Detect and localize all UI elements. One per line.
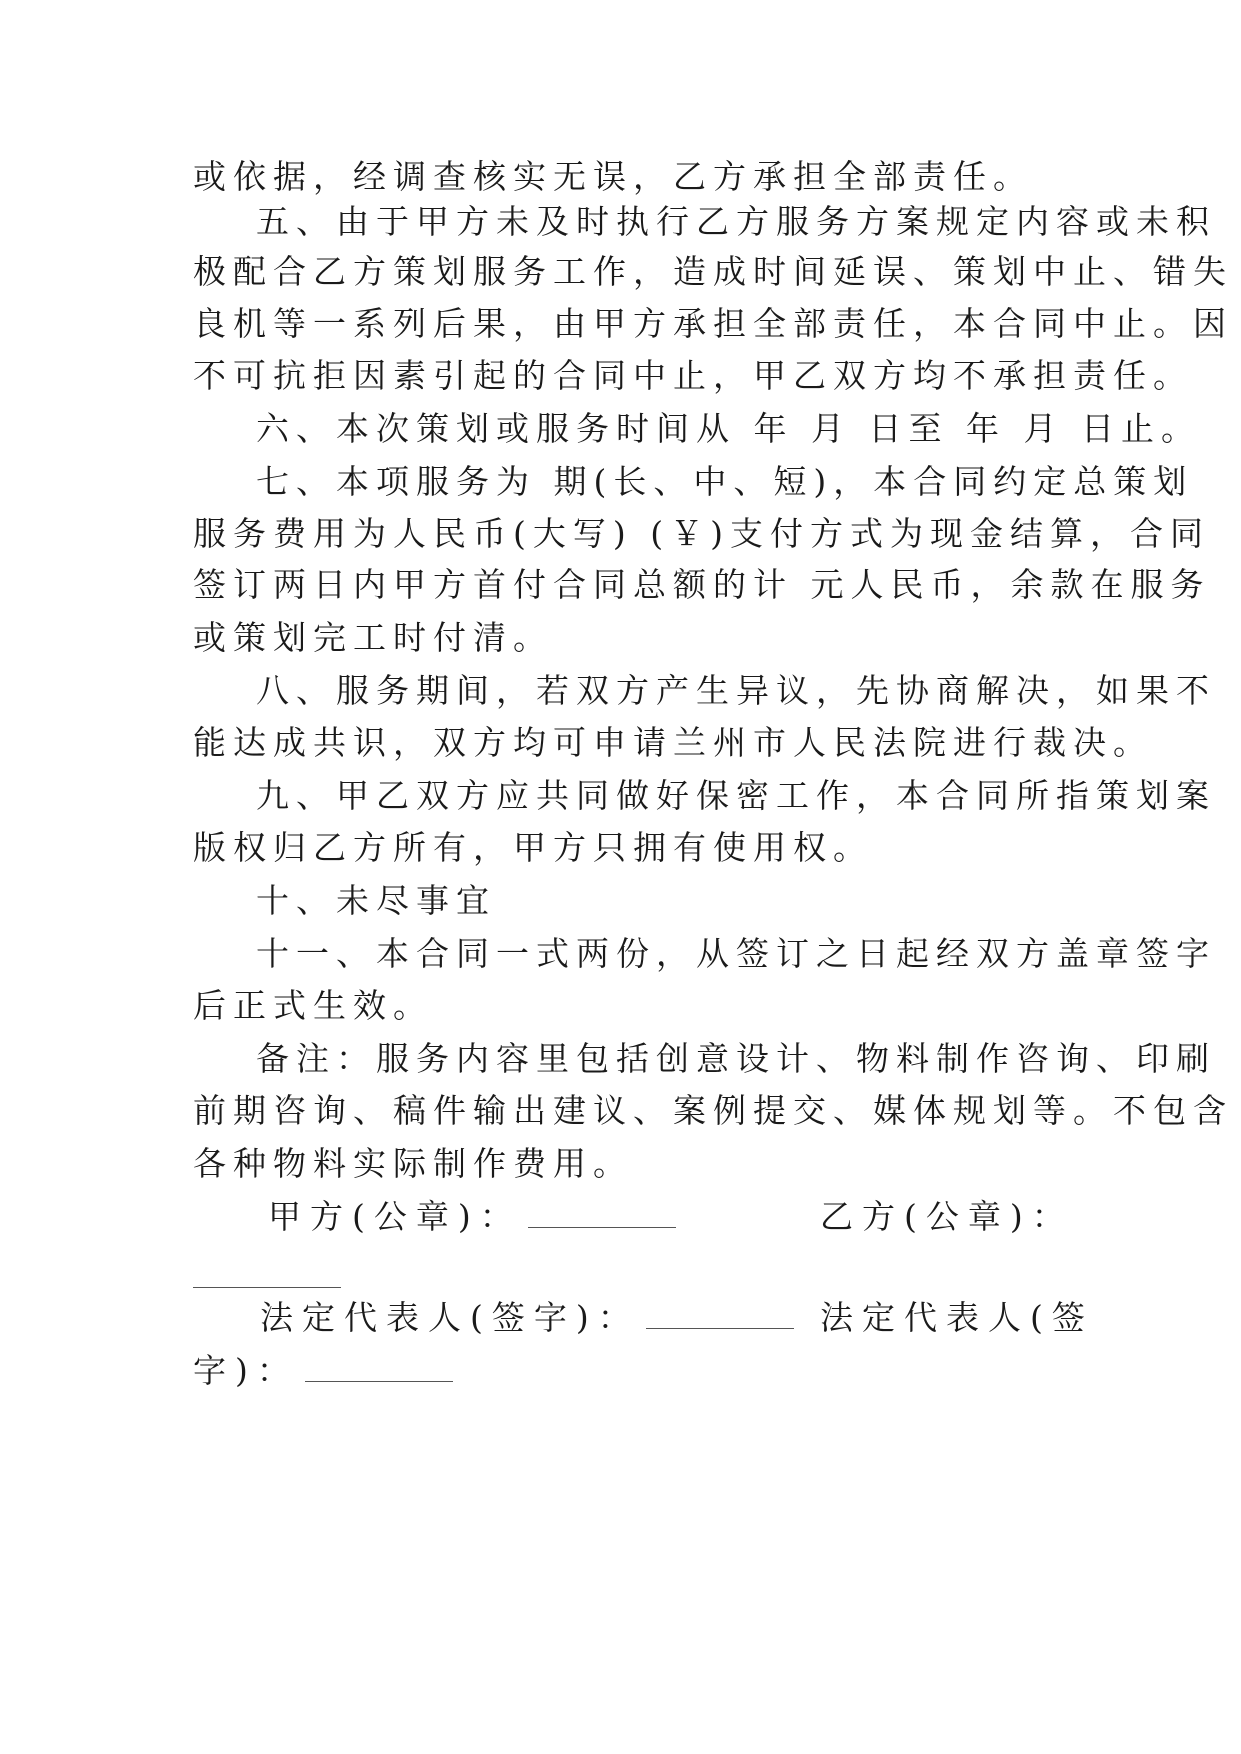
clause-9-line: 九、甲乙双方应共同做好保密工作，本合同所指策划案 <box>256 776 1216 815</box>
clause-7-line: 七、本项服务为 期(长、中、短)，本合同约定总策划 <box>256 462 1194 501</box>
clause-10-line: 十、未尽事宜 <box>256 881 496 920</box>
party-a-seal-label: 甲方(公章)： <box>268 1197 522 1236</box>
party-b-seal-label: 乙方(公章)： <box>820 1197 1074 1236</box>
paragraph-line: 版权归乙方所有，甲方只拥有使用权。 <box>193 828 873 867</box>
clause-6-line: 六、本次策划或服务时间从 年 月 日至 年 月 日止。 <box>256 409 1201 448</box>
party-a-rep-row <box>260 1296 794 1340</box>
paragraph-line: 极配合乙方策划服务工作，造成时间延误、策划中止、错失 <box>193 252 1233 291</box>
remarks-line: 备注：服务内容里包括创意设计、物料制作咨询、印刷 <box>256 1039 1216 1078</box>
paragraph-line: 签订两日内甲方首付合同总额的计 元人民币，余款在服务 <box>193 565 1211 604</box>
paragraph-line: 或依据，经调查核实无误，乙方承担全部责任。 <box>193 157 1033 196</box>
clause-8-line: 八、服务期间，若双方产生异议，先协商解决，如果不 <box>256 671 1216 710</box>
party-b-rep-label: 法定代表人(签 <box>820 1298 1094 1337</box>
paragraph-line: 良机等一系列后果，由甲方承担全部责任，本合同中止。因 <box>193 304 1233 343</box>
paragraph-line: 或策划完工时付清。 <box>193 618 553 657</box>
party-a-rep-blank <box>646 1304 794 1329</box>
clause-11-line: 十一、本合同一式两份，从签订之日起经双方盖章签字 <box>256 934 1216 973</box>
paragraph-line: 各种物料实际制作费用。 <box>193 1144 633 1183</box>
paragraph-line: 不可抗拒因素引起的合同中止，甲乙双方均不承担责任。 <box>193 356 1193 395</box>
party-b-seal-row <box>193 1255 341 1299</box>
party-a-seal-row <box>268 1195 676 1239</box>
party-b-rep-blank <box>305 1357 453 1382</box>
party-b-rep-label-cont: 字)： <box>193 1351 299 1390</box>
paragraph-line: 后正式生效。 <box>193 986 433 1025</box>
paragraph-line: 能达成共识，双方均可申请兰州市人民法院进行裁决。 <box>193 723 1153 762</box>
party-a-rep-label: 法定代表人(签字)： <box>260 1298 640 1337</box>
party-b-seal-blank <box>193 1263 341 1288</box>
party-a-seal-blank <box>528 1203 676 1228</box>
party-b-rep-row <box>193 1349 453 1393</box>
paragraph-line: 服务费用为人民币(大写) (￥)支付方式为现金结算，合同 <box>193 514 1210 553</box>
clause-5-line: 五、由于甲方未及时执行乙方服务方案规定内容或未积 <box>256 202 1216 241</box>
paragraph-line: 前期咨询、稿件输出建议、案例提交、媒体规划等。不包含 <box>193 1091 1233 1130</box>
